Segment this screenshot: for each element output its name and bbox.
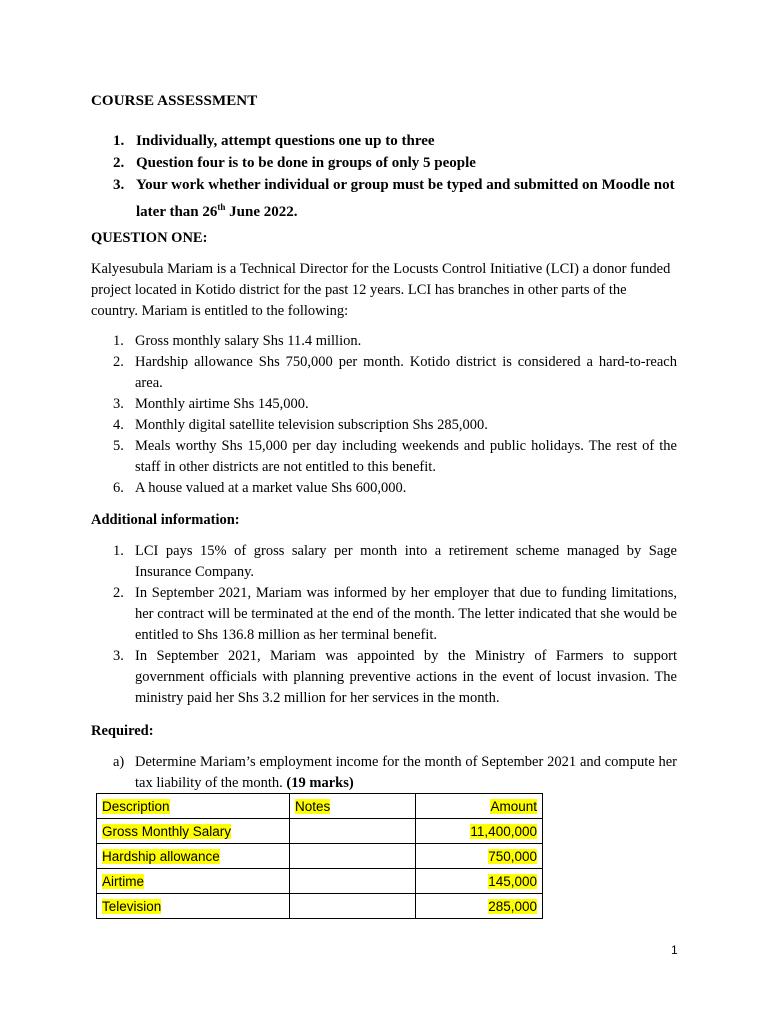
instruction-text: Individually, attempt questions one up to three: [136, 133, 435, 149]
row-amount: 285,000: [488, 898, 537, 914]
item-text: Meals worthy Shs 15,000 per day including weekends and public holidays. The rest of the staff in other districts are not entitled to this benefit.: [135, 438, 677, 475]
item-number: 4.: [113, 417, 124, 433]
table-header-row: [97, 794, 543, 819]
instruction-item: [113, 130, 683, 152]
item-number: 6.: [113, 480, 124, 496]
entitlement-item: [113, 352, 677, 394]
table-cell: [97, 869, 290, 894]
entitlement-item: [113, 394, 677, 415]
header-amount: Amount: [490, 798, 537, 814]
item-text: In September 2021, Mariam was informed by her employer that due to funding limitations, her contract will be terminated at the end of the month. The letter indicated that she would be entitled to Shs 136.8 million as her terminal benefit.: [135, 585, 677, 643]
entitlement-item: [113, 478, 677, 499]
required-heading: Required:: [91, 723, 154, 739]
item-number: 1.: [113, 333, 124, 349]
table-cell: [290, 819, 416, 844]
table-cell: [416, 844, 543, 869]
instruction-number: 1.: [113, 133, 125, 149]
row-amount: 750,000: [488, 848, 537, 864]
table-cell: [97, 819, 290, 844]
table-cell: [416, 819, 543, 844]
additional-item: [113, 541, 677, 583]
table-header-cell: [290, 794, 416, 819]
additional-info-list: [113, 541, 677, 709]
item-number: 3.: [113, 648, 124, 664]
table-row: [97, 869, 543, 894]
item-number: 5.: [113, 438, 124, 454]
row-description: Airtime: [102, 873, 145, 889]
item-text: LCI pays 15% of gross salary per month into a retirement scheme managed by Sage Insurance Company.: [135, 543, 677, 580]
question-one-heading: QUESTION ONE:: [91, 230, 208, 246]
entitlement-item: [113, 415, 677, 436]
item-letter: a): [113, 754, 125, 770]
item-text: In September 2021, Mariam was appointed by the Ministry of Farmers to support government officials with planning preventive actions in the event of locust invasion. The ministry paid her Shs 3.2 million for her services in the month.: [135, 648, 677, 706]
table-cell: [97, 894, 290, 919]
instruction-number: 3.: [113, 177, 125, 193]
entitlements-list: [113, 331, 677, 499]
marks-label: (19 marks): [286, 775, 354, 791]
required-item: [113, 752, 677, 794]
table-header-cell: [416, 794, 543, 819]
row-description: Hardship allowance: [102, 848, 220, 864]
row-amount: 11,400,000: [470, 823, 537, 839]
table-row: [97, 819, 543, 844]
required-list: [113, 752, 677, 794]
intro-paragraph: Kalyesubula Mariam is a Technical Director for the Locusts Control Initiative (LCI) a donor funded project located in Kotido district for the past 12 years. LCI has branches in other parts of the country. Mariam is entitled to the following:: [91, 261, 671, 319]
row-description: Gross Monthly Salary: [102, 823, 232, 839]
header-notes: Notes: [295, 798, 331, 814]
table-cell: [290, 844, 416, 869]
instruction-number: 2.: [113, 155, 125, 171]
row-amount: 145,000: [488, 873, 537, 889]
document-heading: COURSE ASSESSMENT: [91, 93, 258, 109]
item-number: 2.: [113, 354, 124, 370]
item-text: Monthly airtime Shs 145,000.: [135, 396, 309, 412]
table-cell: [290, 894, 416, 919]
instruction-text: Question four is to be done in groups of only 5 people: [136, 155, 476, 171]
item-text: A house valued at a market value Shs 600,000.: [135, 480, 407, 496]
additional-item: [113, 583, 677, 646]
instruction-text-end: June 2022.: [225, 204, 298, 220]
item-text: Hardship allowance Shs 750,000 per month. Kotido district is considered a hard-to-reach area.: [135, 354, 677, 391]
entitlement-item: [113, 436, 677, 478]
instruction-item: [113, 152, 683, 174]
table-cell: [416, 894, 543, 919]
instruction-item: [113, 174, 683, 223]
table-cell: [416, 869, 543, 894]
item-text: Gross monthly salary Shs 11.4 million.: [135, 333, 362, 349]
income-table: [96, 793, 543, 919]
header-description: Description: [102, 798, 170, 814]
table-row: [97, 894, 543, 919]
instructions-list: [113, 130, 683, 223]
item-number: 3.: [113, 396, 124, 412]
table-header-cell: [97, 794, 290, 819]
item-number: 2.: [113, 585, 124, 601]
entitlement-item: [113, 331, 677, 352]
additional-info-heading: Additional information:: [91, 512, 240, 528]
item-number: 1.: [113, 543, 124, 559]
row-description: Television: [102, 898, 162, 914]
table-cell: [97, 844, 290, 869]
table-cell: [290, 869, 416, 894]
item-text: Monthly digital satellite television subscription Shs 285,000.: [135, 417, 488, 433]
instruction-text: Your work whether individual or group must be typed and submitted on Moodle not later than 26: [136, 177, 675, 220]
table-row: [97, 844, 543, 869]
ordinal-suffix: th: [217, 202, 226, 212]
page-number: 1: [671, 943, 678, 957]
additional-item: [113, 646, 677, 709]
item-text: Determine Mariam’s employment income for the month of September 2021 and compute her tax liability of the month.: [135, 754, 677, 791]
